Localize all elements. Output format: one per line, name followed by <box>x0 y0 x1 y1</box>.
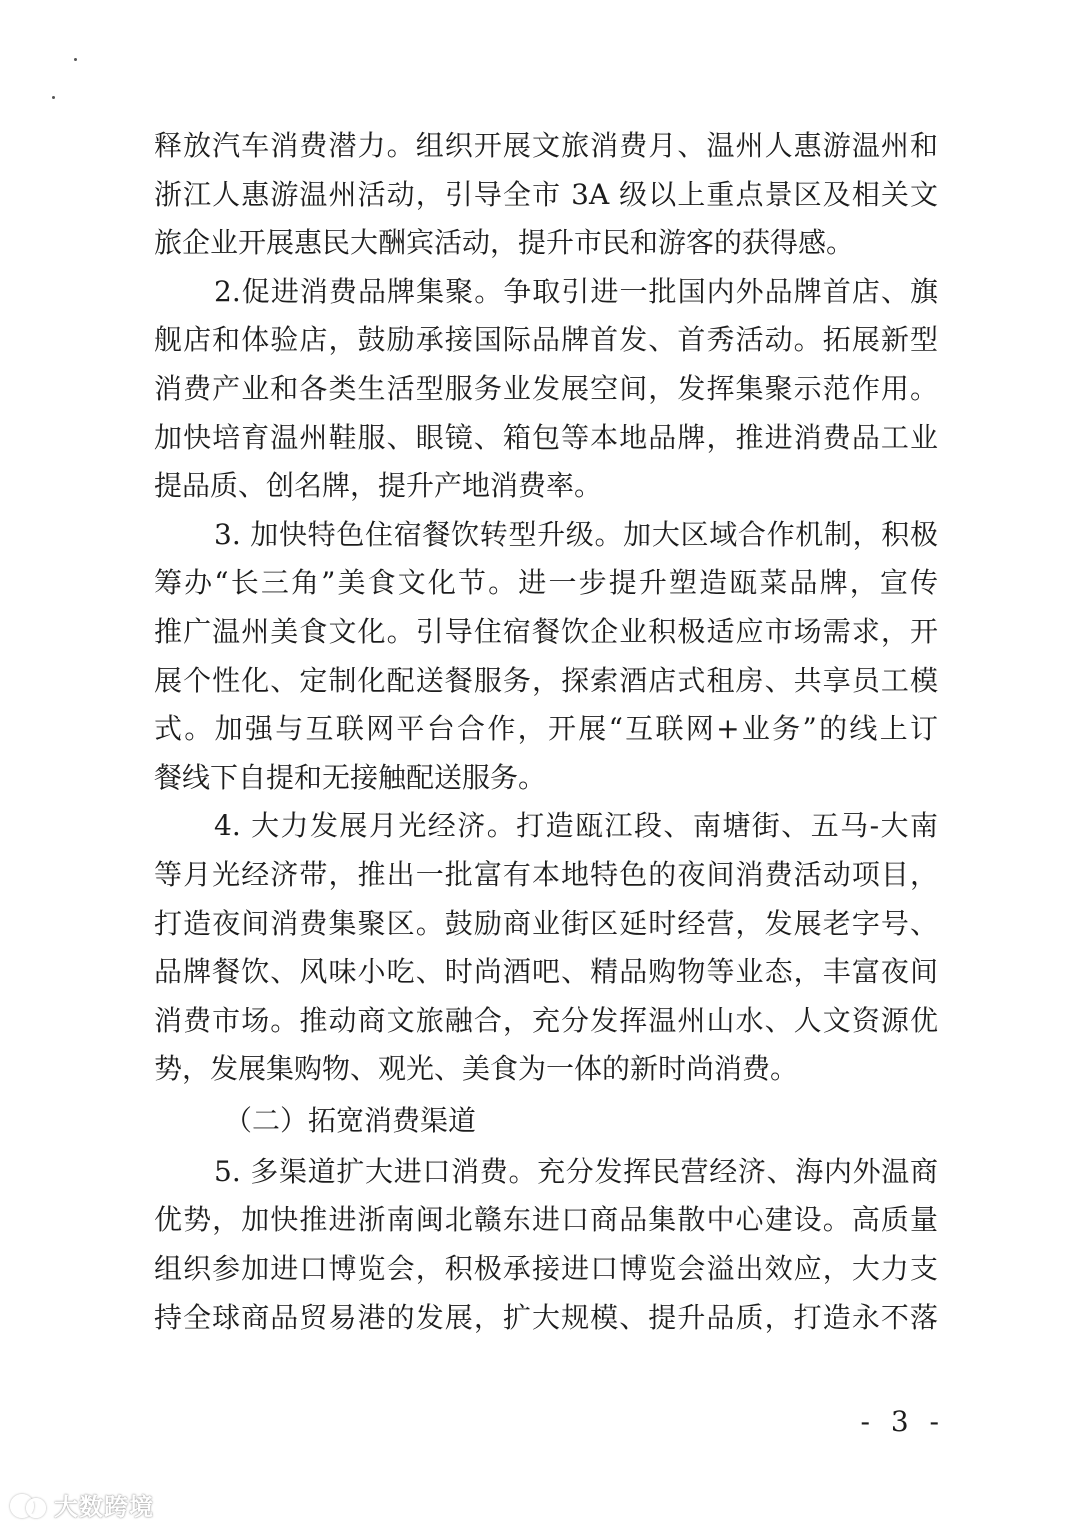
text-line: 消费市场。推动商文旅融合，充分发挥温州山水、人文资源优 <box>154 1003 938 1037</box>
text-line: 舰店和体验店，鼓励承接国际品牌首发、首秀活动。拓展新型 <box>154 323 938 357</box>
text-line: 释放汽车消费潜力。组织开展文旅消费月、温州人惠游温州和 <box>154 129 938 162</box>
text-line: 旅企业开展惠民大酬宾活动，提升市民和游客的获得感。 <box>154 226 855 260</box>
text-line: 优势，加快推进浙南闽北赣东进口商品集散中心建设。高质量 <box>154 1203 938 1237</box>
scan-speck <box>52 96 55 99</box>
text-line: 加快培育温州鞋服、眼镜、箱包等本地品牌，推进消费品工业 <box>154 420 938 454</box>
section-heading: （二）拓宽消费渠道 <box>224 1103 477 1137</box>
text-line: 等月光经济带，推出一批富有本地特色的夜间消费活动项目， <box>154 857 938 891</box>
scan-speck <box>74 58 77 61</box>
text-line: 餐线下自提和无接触配送服务。 <box>154 760 547 794</box>
text-line: 打造夜间消费集聚区。鼓励商业街区延时经营，发展老字号、 <box>154 906 938 940</box>
text-line: 5. 多渠道扩大进口消费。充分发挥民营经济、海内外温商 <box>214 1154 938 1188</box>
text-line: 筹办“长三角”美食文化节。进一步提升塑造瓯菜品牌，宣传 <box>154 566 938 600</box>
watermark <box>8 1488 154 1520</box>
text-line: 消费产业和各类生活型服务业发展空间，发挥集聚示范作用。 <box>154 371 938 405</box>
text-line: 展个性化、定制化配送餐服务，探索酒店式租房、共享员工模 <box>154 663 938 697</box>
text-line: 势，发展集购物、观光、美食为一体的新时尚消费。 <box>154 1052 799 1086</box>
document-body <box>154 122 938 1342</box>
text-line: 品牌餐饮、风味小吃、时尚酒吧、精品购物等业态，丰富夜间 <box>154 955 938 989</box>
text-line: 2.促进消费品牌集聚。争取引进一批国内外品牌首店、旗 <box>214 274 938 308</box>
text-line: 式。加强与互联网平台合作，开展“互联网+业务”的线上订 <box>154 712 938 746</box>
text-line: 提品质、创名牌，提升产地消费率。 <box>154 469 603 503</box>
page-number: - 3 - <box>860 1405 945 1438</box>
text-line: 4. 大力发展月光经济。打造瓯江段、南塘街、五马-大南 <box>214 809 938 843</box>
text-line: 3. 加快特色住宿餐饮转型升级。加大区域合作机制，积极 <box>214 517 938 551</box>
text-line: 浙江人惠游温州活动，引导全市 3A 级以上重点景区及相关文 <box>154 177 938 211</box>
watermark-text: 大数跨境 <box>54 1492 154 1521</box>
weibo-logo-icon <box>8 1490 48 1518</box>
text-line: 组织参加进口博览会，积极承接进口博览会溢出效应，大力支 <box>154 1252 938 1286</box>
text-line: 推广温州美食文化。引导住宿餐饮企业积极适应市场需求，开 <box>154 614 938 648</box>
text-line: 持全球商品贸易港的发展，扩大规模、提升品质，打造永不落 <box>154 1300 938 1334</box>
